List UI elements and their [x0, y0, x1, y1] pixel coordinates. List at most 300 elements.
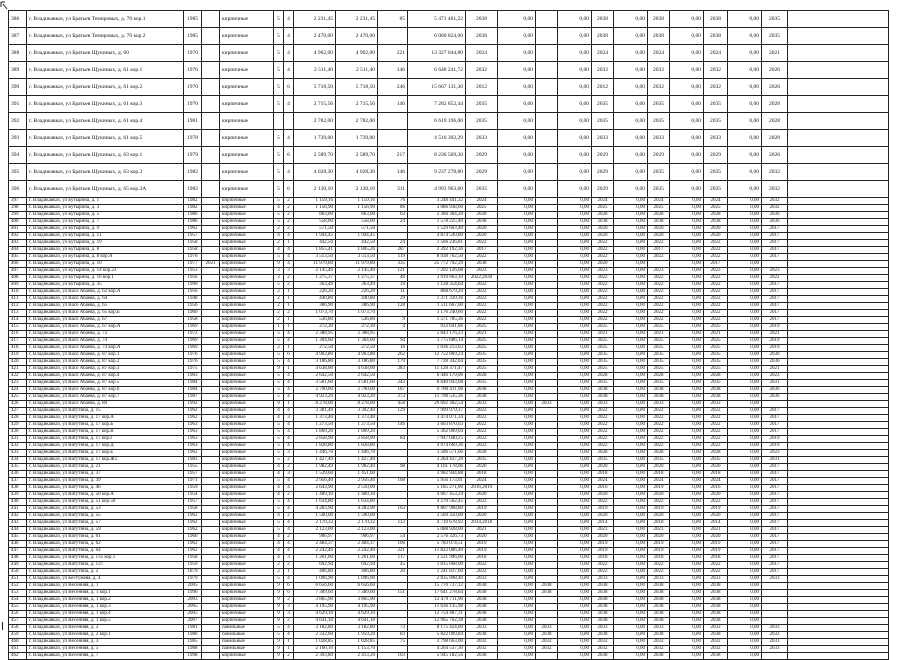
cell-v1: 0,00: [498, 618, 536, 625]
cell-v7: 0,00: [670, 62, 704, 79]
cell-res: [378, 28, 408, 45]
cell-a2: 2 123,00: [336, 527, 378, 534]
cell-y2: [202, 212, 220, 219]
cell-v6: 2020: [648, 513, 670, 520]
cell-a2: 1 634,80: [336, 499, 378, 506]
cell-addr: г. Владикавказ, ул Братьев Щукиных, д. 65 кор.3А: [27, 181, 184, 198]
cell-v3: 0,00: [558, 147, 592, 164]
cell-fl: 5: [274, 212, 284, 219]
cell-v9: 0,00: [728, 520, 762, 527]
cell-yr: 2022: [466, 569, 498, 576]
cell-fl: 5: [274, 632, 284, 639]
cell-v10: 2017: [762, 513, 788, 520]
cell-addr: г. Владикавказ, ул Ватутина, д. 37: [27, 471, 184, 478]
cell-mat: кирпичные: [220, 576, 274, 583]
cell-v1: 0,00: [498, 478, 536, 485]
cell-v5: 0,00: [614, 401, 648, 408]
cell-a1: 558,00: [294, 219, 336, 226]
cell-y1: 1984: [184, 387, 202, 394]
cell-cost: 13 327 044,80: [408, 45, 466, 62]
cell-res: 19: [378, 282, 408, 289]
cell-mat: кирпичные: [220, 611, 274, 618]
cell-res: 163: [378, 506, 408, 513]
cell-v9: 0,00: [728, 618, 762, 625]
cell-y2: [202, 590, 220, 597]
cell-res: 146: [378, 96, 408, 113]
cell-mat: кирпичные: [220, 471, 274, 478]
cell-v6: 2038: [648, 618, 670, 625]
cell-a2: 272,50: [336, 345, 378, 352]
cell-v8: 2032: [704, 639, 728, 646]
cell-v5: 0,00: [614, 646, 648, 653]
cell-v7: 0,00: [670, 555, 704, 562]
cell-v8: 2022: [704, 436, 728, 443]
cell-res: 11: [378, 289, 408, 296]
cell-n: 387: [9, 28, 27, 45]
cell-a2: 3 182,80: [336, 625, 378, 632]
cell-en: 4: [284, 233, 294, 240]
cell-v1: 0,00: [498, 548, 536, 555]
cell-mat: кирпичные: [220, 303, 274, 310]
cell-mat: кирпичные: [220, 212, 274, 219]
cell-res: 119: [378, 254, 408, 261]
cell-n: 443: [9, 520, 27, 527]
cell-v9: 0,00: [728, 541, 762, 548]
cell-v5: 0,00: [614, 366, 648, 373]
cell-res: 84: [378, 436, 408, 443]
cell-v5: 0,00: [614, 62, 648, 79]
cell-yr: 2025: [466, 338, 498, 345]
table-row: [9, 492, 889, 499]
cell-v5: 0,00: [614, 289, 648, 296]
cell-v5: 0,00: [614, 443, 648, 450]
cell-cost: 9 807 908,80: [408, 506, 466, 513]
cell-v10: 2023: [762, 450, 788, 457]
cell-mat: кирпичные: [220, 240, 274, 247]
cell-v6: 2029: [648, 147, 670, 164]
cell-y1: 1979: [184, 576, 202, 583]
cell-v6: 2019: [648, 506, 670, 513]
cell-y1: 1879: [184, 569, 202, 576]
cell-a1: 442,50: [294, 240, 336, 247]
cell-mat: кирпичные: [220, 181, 274, 198]
cell-y2: [202, 359, 220, 366]
table-row: [9, 611, 889, 618]
cell-y1: 1992: [184, 401, 202, 408]
cell-n: 428: [9, 415, 27, 422]
cell-y2: [202, 147, 220, 164]
cell-v3: 0,00: [558, 408, 592, 415]
cell-res: [378, 492, 408, 499]
cell-v3: 0,00: [558, 96, 592, 113]
cell-v4: 2028: [592, 450, 614, 457]
cell-x: [788, 506, 889, 513]
cell-res: 16: [378, 345, 408, 352]
cell-v9: 0,00: [728, 527, 762, 534]
cell-y1: 1960: [184, 310, 202, 317]
table-row: [9, 338, 889, 345]
cell-v2: [536, 261, 558, 268]
cell-y2: [202, 443, 220, 450]
cell-v6: 2025: [648, 205, 670, 212]
cell-v5: 0,00: [614, 28, 648, 45]
cell-v10: [762, 261, 788, 268]
cell-yr: 2022: [466, 443, 498, 450]
cell-x: [788, 646, 889, 653]
cell-a2: 4 629,10: [336, 611, 378, 618]
cell-v6: 2038: [648, 387, 670, 394]
cell-v10: 2032: [762, 181, 788, 198]
cell-fl: 4: [274, 548, 284, 555]
cell-a2: 6 656,60: [336, 583, 378, 590]
cell-v10: 2017: [762, 555, 788, 562]
cell-v1: 0,00: [498, 555, 536, 562]
cell-yr: 2035: [466, 352, 498, 359]
cell-v9: 0,00: [728, 429, 762, 436]
cell-v8: 2028: [704, 373, 728, 380]
table-row: [9, 345, 889, 352]
cell-v1: 0,00: [498, 464, 536, 471]
cell-v6: 2025: [648, 345, 670, 352]
cell-x: [788, 485, 889, 492]
cell-v7: 0,00: [670, 408, 704, 415]
cell-a1: 2 484,37: [294, 541, 336, 548]
cell-v4: 2035: [592, 457, 614, 464]
cell-a1: 4 641,10: [294, 618, 336, 625]
cell-v1: 0,00: [498, 359, 536, 366]
cell-cost: 3 775 686,14: [408, 338, 466, 345]
cell-v6: 2022: [648, 415, 670, 422]
cell-v9: 0,00: [728, 240, 762, 247]
cell-v6: 2024: [648, 45, 670, 62]
cell-v5: 0,00: [614, 422, 648, 429]
cell-addr: г. Владикавказ, ул Бестужева, д. 4: [27, 576, 184, 583]
cell-v1: 0,00: [498, 233, 536, 240]
cell-v3: 0,00: [558, 513, 592, 520]
cell-x: [788, 296, 889, 303]
cell-v1: 0,00: [498, 604, 536, 611]
cell-y2: [202, 205, 220, 212]
cell-v3: 0,00: [558, 597, 592, 604]
cell-v2: [536, 205, 558, 212]
cell-res: 221: [378, 548, 408, 555]
cell-v8: 2038: [704, 632, 728, 639]
cell-n: 449: [9, 562, 27, 569]
cell-v4: 2022: [592, 436, 614, 443]
cell-cost: 3 569 350,00: [408, 513, 466, 520]
cell-v9: 0,00: [728, 352, 762, 359]
cell-y2: [202, 130, 220, 147]
cell-addr: г. Владикавказ, ул Весенняя, д. 1 кор.4: [27, 611, 184, 618]
cell-v5: 0,00: [614, 590, 648, 597]
cell-en: 2: [284, 492, 294, 499]
cell-v9: 0,00: [728, 11, 762, 28]
cell-v2: [536, 219, 558, 226]
cell-cost: 2 392 192,36: [408, 247, 466, 254]
table-row: [9, 62, 889, 79]
cell-v4: 2038: [592, 604, 614, 611]
cell-a2: 7 389,60: [336, 590, 378, 597]
cell-a2: 2 790,00: [336, 387, 378, 394]
cell-a1: 8 278,00: [294, 401, 336, 408]
cell-x: [788, 429, 889, 436]
cell-cost: 7 728 342,04: [408, 359, 466, 366]
cell-a2: 3 513,50: [336, 254, 378, 261]
cell-a1: 3 513,50: [294, 254, 336, 261]
cell-v6: 2021: [648, 527, 670, 534]
cell-v4: 2035: [592, 113, 614, 130]
cell-v8: 2022: [704, 247, 728, 254]
cell-mat: кирпичные: [220, 548, 274, 555]
cell-a2: 1 500,00: [336, 513, 378, 520]
cell-fl: 5: [274, 164, 284, 181]
cell-y2: [202, 492, 220, 499]
cell-v6: 2033: [648, 130, 670, 147]
cell-v2: [536, 527, 558, 534]
cell-v10: 2017: [762, 226, 788, 233]
cell-res: [378, 310, 408, 317]
cell-v1: 0,00: [498, 345, 536, 352]
cell-yr: 2022: [466, 240, 498, 247]
cell-x: [788, 181, 889, 198]
cell-v9: 0,00: [728, 324, 762, 331]
cell-v5: 0,00: [614, 457, 648, 464]
cell-addr: г. Владикавказ, ул Васо Абаева, д. 72: [27, 331, 184, 338]
cell-v10: 2017: [762, 471, 788, 478]
cell-v1: 0,00: [498, 303, 536, 310]
cell-a2: 2 589,70: [336, 147, 378, 164]
cell-v7: 0,00: [670, 499, 704, 506]
cell-y1: 2005: [184, 604, 202, 611]
cell-v4: 2021: [592, 527, 614, 534]
cell-v10: 2026: [762, 147, 788, 164]
cell-en: 2: [284, 653, 294, 660]
cell-v8: 2035: [704, 164, 728, 181]
cell-n: 459: [9, 632, 27, 639]
cell-y2: [202, 296, 220, 303]
cell-v1: 0,00: [498, 317, 536, 324]
cell-v5: 0,00: [614, 604, 648, 611]
cell-v3: 0,00: [558, 436, 592, 443]
cell-v2: 2038: [536, 632, 558, 639]
cell-v5: 0,00: [614, 562, 648, 569]
table-row: [9, 604, 889, 611]
cell-a2: 1 096,90: [336, 576, 378, 583]
cell-a1: 272,30: [294, 324, 336, 331]
cell-res: 311: [378, 181, 408, 198]
cell-y2: [202, 625, 220, 632]
cell-fl: 9: [274, 261, 284, 268]
cell-a1: 2 643,90: [294, 485, 336, 492]
cell-y2: [202, 226, 220, 233]
cell-fl: 5: [274, 338, 284, 345]
cell-fl: 4: [274, 541, 284, 548]
cell-x: [788, 324, 889, 331]
cell-fl: 2: [274, 226, 284, 233]
cell-v8: 2022: [704, 408, 728, 415]
cell-v3: 0,00: [558, 492, 592, 499]
cell-yr: 2022: [466, 429, 498, 436]
cell-n: 410: [9, 289, 27, 296]
cell-v6: 2038: [648, 604, 670, 611]
cell-en: 4: [284, 28, 294, 45]
cell-y2: [202, 576, 220, 583]
cell-a2: 1 869,20: [336, 429, 378, 436]
cell-v4: 2032: [592, 62, 614, 79]
cell-n: 390: [9, 79, 27, 96]
cell-v4: 2012: [592, 79, 614, 96]
cell-v9: 0,00: [728, 436, 762, 443]
cell-v4: 2038: [592, 590, 614, 597]
cell-cost: 933 641,86: [408, 324, 466, 331]
cell-v5: 0,00: [614, 198, 648, 205]
cell-a2: 386,90: [336, 303, 378, 310]
table-row: [9, 317, 889, 324]
cell-addr: г. Владикавказ, ул Васо Абаева, д. 89: [27, 401, 184, 408]
cell-v6: 2032: [648, 639, 670, 646]
cell-y2: [202, 268, 220, 275]
cell-v9: 0,00: [728, 247, 762, 254]
cell-mat: кирпичные: [220, 359, 274, 366]
cell-mat: кирпичные: [220, 338, 274, 345]
cell-v3: 0,00: [558, 289, 592, 296]
cell-x: [788, 130, 889, 147]
cell-x: [788, 527, 889, 534]
cell-mat: кирпичные: [220, 492, 274, 499]
cell-en: 4: [284, 130, 294, 147]
cell-v2: [536, 464, 558, 471]
cell-fl: 9: [274, 604, 284, 611]
cell-cost: 5 471 461,22: [408, 11, 466, 28]
cell-cost: 5 088 928,00: [408, 527, 466, 534]
cell-v4: 2022: [592, 310, 614, 317]
cell-v2: [536, 450, 558, 457]
cell-mat: кирпичные: [220, 394, 274, 401]
cell-res: 287: [378, 247, 408, 254]
cell-v5: 0,00: [614, 282, 648, 289]
cell-a1: 406,80: [294, 569, 336, 576]
cell-v3: 0,00: [558, 464, 592, 471]
cell-x: [788, 352, 889, 359]
cell-v7: 0,00: [670, 240, 704, 247]
cell-cost: 5 362 009,04: [408, 429, 466, 436]
cell-n: 407: [9, 268, 27, 275]
cell-fl: 5: [274, 359, 284, 366]
cell-cost: 6 446 179,06: [408, 373, 466, 380]
cell-v4: 2038: [592, 219, 614, 226]
cell-v1: 0,00: [498, 576, 536, 583]
cell-yr: 2035: [466, 181, 498, 198]
cell-n: 423: [9, 380, 27, 387]
cell-n: 399: [9, 212, 27, 219]
cell-v7: 0,00: [670, 380, 704, 387]
cell-y2: [202, 632, 220, 639]
cell-n: 397: [9, 198, 27, 205]
cell-v1: 0,00: [498, 625, 536, 632]
cell-v5: 0,00: [614, 548, 648, 555]
table-row: [9, 205, 889, 212]
table-row: [9, 408, 889, 415]
cell-en: 1: [284, 646, 294, 653]
cell-x: [788, 359, 889, 366]
cell-a1: 4 195,90: [294, 604, 336, 611]
cell-v10: 2017: [762, 429, 788, 436]
cell-x: [788, 289, 889, 296]
cell-a1: 1 489,10: [294, 492, 336, 499]
cell-v2: [536, 534, 558, 541]
cell-res: [378, 450, 408, 457]
cell-v1: 0,00: [498, 415, 536, 422]
table-row: [9, 261, 889, 268]
cell-yr: 2032: [466, 646, 498, 653]
cell-mat: кирпичные: [220, 450, 274, 457]
cell-y1: 1990: [184, 282, 202, 289]
cell-v5: 0,00: [614, 639, 648, 646]
cell-v8: 2020: [704, 233, 728, 240]
cell-en: 4: [284, 254, 294, 261]
cell-v3: 0,00: [558, 366, 592, 373]
cell-v7: 0,00: [670, 275, 704, 282]
cell-en: 4: [284, 632, 294, 639]
cell-en: 6: [284, 352, 294, 359]
cell-yr: 2020: [466, 534, 498, 541]
cell-fl: 5: [274, 181, 284, 198]
cell-a1: 226,20: [294, 289, 336, 296]
cell-fl: 4: [274, 233, 284, 240]
cell-n: 394: [9, 147, 27, 164]
cell-x: [788, 555, 889, 562]
cell-v5: 0,00: [614, 506, 648, 513]
cell-v8: 2016: [704, 485, 728, 492]
cell-x: [788, 408, 889, 415]
cell-v9: 0,00: [728, 534, 762, 541]
table-row: [9, 212, 889, 219]
cell-y2: [202, 618, 220, 625]
cell-v1: 0,00: [498, 534, 536, 541]
cell-v4: 2019: [592, 541, 614, 548]
table-row: [9, 653, 889, 660]
cell-cost: 2 576 326,73: [408, 534, 466, 541]
cell-v1: 0,00: [498, 639, 536, 646]
cell-v4: 2029: [592, 147, 614, 164]
cell-cost: 9 237 278,80: [408, 164, 466, 181]
cell-x: [788, 583, 889, 590]
cell-v4: 2025: [592, 366, 614, 373]
cell-en: 4: [284, 429, 294, 436]
cell-v1: 0,00: [498, 338, 536, 345]
cell-v7: 0,00: [670, 457, 704, 464]
cell-v8: 2019: [704, 541, 728, 548]
cell-y2: [202, 611, 220, 618]
cell-v10: 2033: [762, 639, 788, 646]
cell-a2: 2 715,56: [336, 96, 378, 113]
cell-v3: 0,00: [558, 62, 592, 79]
cell-v3: 0,00: [558, 226, 592, 233]
cell-cost: 4 993 963,60: [408, 181, 466, 198]
cell-v8: 2024: [704, 45, 728, 62]
cell-v2: [536, 415, 558, 422]
cell-addr: г. Владикавказ, ул Бутырина, д. 1: [27, 198, 184, 205]
cell-v9: 0,00: [728, 625, 762, 632]
cell-y2: [202, 401, 220, 408]
cell-v7: 0,00: [670, 359, 704, 366]
cell-fl: 5: [274, 527, 284, 534]
table-row: [9, 275, 889, 282]
cell-v10: 2023: [762, 268, 788, 275]
cell-v6: [648, 261, 670, 268]
cell-v8: 2020: [704, 492, 728, 499]
cell-v6: 2023: [648, 268, 670, 275]
